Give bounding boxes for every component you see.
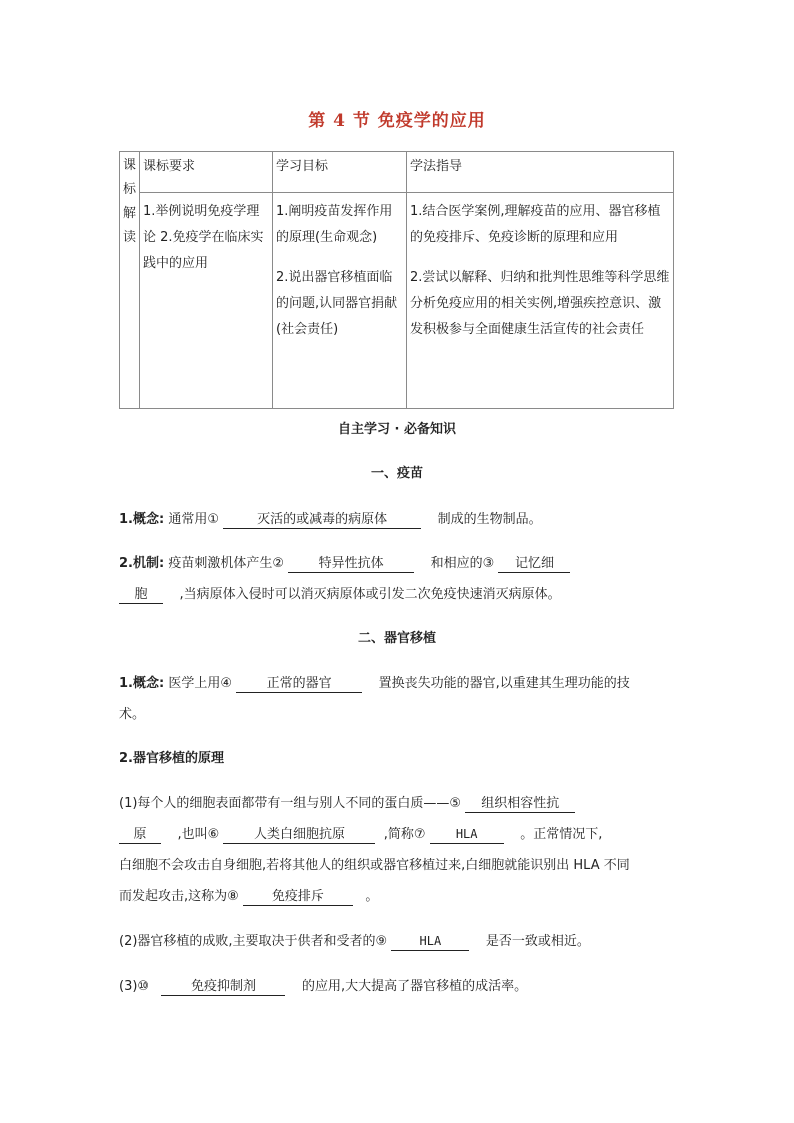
- answer-blank: 灭活的或减毒的病原体: [223, 511, 421, 529]
- answer-blank: 正常的器官: [236, 675, 362, 693]
- vaccine-mechanism-cont: 胞 ,当病原体入侵时可以消灭病原体或引发二次免疫快速消灭病原体。: [119, 583, 561, 604]
- header-guidance: 学法指导: [407, 152, 674, 193]
- principle-2: (2)器官移植的成败,主要取决于供者和受者的⑨ HLA 是否一致或相近。: [119, 934, 590, 949]
- answer-blank: 免疫抑制剂: [161, 978, 285, 996]
- answer-blank: HLA: [430, 826, 504, 844]
- transplant-concept-cont: 术。: [119, 707, 146, 722]
- vaccine-concept: 1.概念: 通常用① 灭活的或减毒的病原体 制成的生物制品。: [119, 512, 542, 527]
- answer-blank: 人类白细胞抗原: [223, 826, 375, 844]
- header-goals: 学习目标: [273, 152, 407, 193]
- answer-blank: 记忆细: [498, 555, 570, 573]
- principle-1-line2: 原 ,也叫⑥ 人类白细胞抗原 ,简称⑦ HLA 。正常情况下,: [119, 823, 602, 844]
- vaccine-heading: 一、疫苗: [370, 466, 423, 481]
- section-heading: 自主学习 · 必备知识: [338, 422, 456, 437]
- side-char: 课: [123, 158, 137, 173]
- answer-blank: 免疫排斥: [243, 888, 353, 906]
- answer-blank: 特异性抗体: [288, 555, 414, 573]
- vaccine-mechanism: 2.机制: 疫苗刺激机体产生② 特异性抗体 和相应的③ 记忆细: [119, 552, 570, 573]
- goal-item: 1.阐明疫苗发挥作用的原理(生命观念): [276, 204, 393, 245]
- requirement-cell: 1.举例说明免疫学理论 2.免疫学在临床实践中的应用: [140, 193, 273, 409]
- principle-1: (1)每个人的细胞表面都带有一组与别人不同的蛋白质——⑤ 组织相容性抗: [119, 792, 575, 813]
- transplant-concept: 1.概念: 医学上用④ 正常的器官 置换丧失功能的器官,以重建其生理功能的技: [119, 676, 630, 691]
- guidance-item: 1.结合医学案例,理解疫苗的应用、器官移植的免疫排斥、免疫诊断的原理和应用: [410, 204, 661, 245]
- principle-1-line3: 白细胞不会攻击自身细胞,若将其他人的组织或器官移植过来,白细胞就能识别出 HLA 不同: [119, 858, 630, 873]
- answer-blank: 组织相容性抗: [465, 795, 575, 813]
- principle-1-line4: 而发起攻击,这称为⑧ 免疫排斥 。: [119, 889, 379, 904]
- answer-blank: 胞: [119, 586, 163, 604]
- side-char: 解: [123, 206, 137, 221]
- side-char: 标: [123, 182, 137, 197]
- answer-blank: 原: [119, 826, 161, 844]
- principle-3: (3)⑩ 免疫抑制剂 的应用,大大提高了器官移植的成活率。: [119, 979, 528, 994]
- goal-item: 2.说出器官移植面临的问题,认同器官捐献(社会责任): [276, 270, 398, 337]
- side-label-cell: [120, 152, 140, 409]
- guidance-item: 2.尝试以解释、归纳和批判性思维等科学思维分析免疫应用的相关实例,增强疾控意识、激发积极参与全面健康生活宣传的社会责任: [410, 270, 670, 337]
- answer-blank: HLA: [391, 933, 469, 951]
- header-requirement: 课标要求: [140, 152, 273, 193]
- transplant-heading: 二、器官移植: [357, 631, 436, 646]
- page-title: 第 4 节 免疫学的应用: [308, 111, 486, 131]
- side-char: 读: [123, 230, 137, 245]
- curriculum-table: [119, 151, 674, 409]
- guidance-cell: [407, 193, 674, 409]
- goals-cell: [273, 193, 407, 409]
- principle-heading: 2.器官移植的原理: [119, 751, 224, 766]
